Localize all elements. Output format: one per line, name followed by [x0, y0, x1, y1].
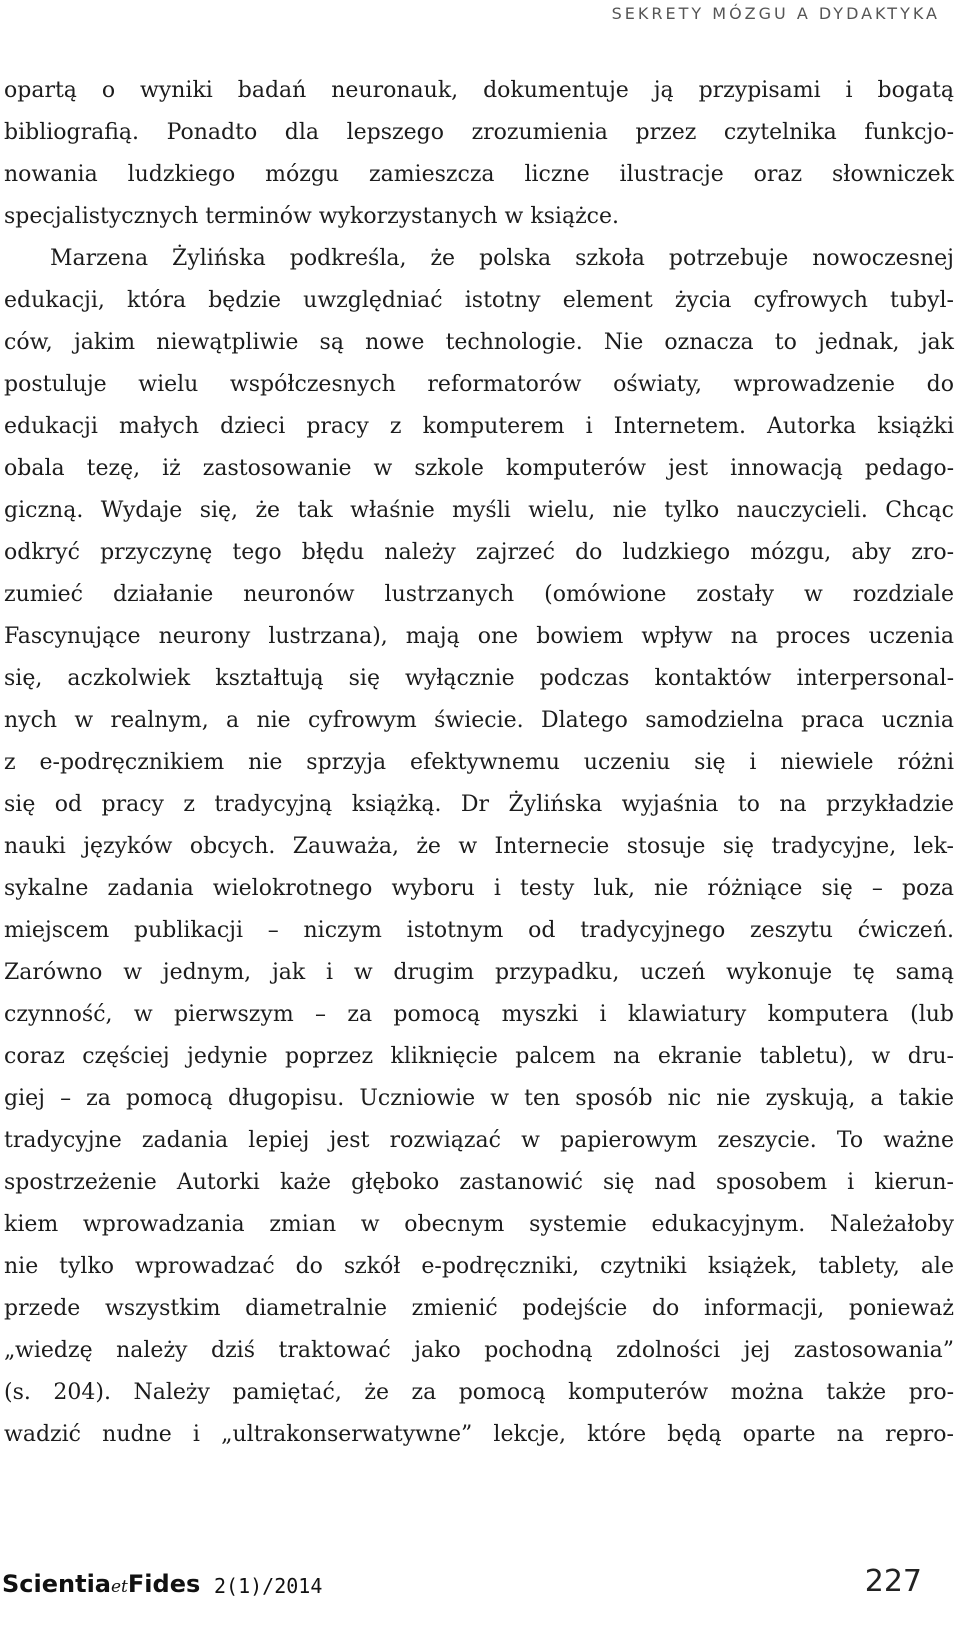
text-line: tradycyjne zadania lepiej jest rozwiązać w papierowym zeszycie. To ważne: [4, 1128, 954, 1153]
text-line: przede wszystkim diametralnie zmienić podejście do informacji, ponieważ: [4, 1296, 954, 1321]
text-line: obala tezę, iż zastosowanie w szkole komputerów jest innowacją pedago-: [4, 456, 954, 481]
text-line: edukacji, która będzie uwzględniać istotny element życia cyfrowych tubyl-: [4, 288, 954, 313]
page-number: 227: [864, 1564, 922, 1599]
text-line: czynność, w pierwszym – za pomocą myszki i klawiatury komputera (lub: [4, 1002, 954, 1027]
text-line: postuluje wielu współczesnych reformatorów oświaty, wprowadzenie do: [4, 372, 954, 397]
text-line: coraz częściej jedynie poprzez kliknięcie palcem na ekranie tabletu), w dru-: [4, 1044, 954, 1069]
text-line: nie tylko wprowadzać do szkół e-podręczniki, czytniki książek, tablety, ale: [4, 1254, 954, 1279]
text-line: z e-podręcznikiem nie sprzyja efektywnemu uczeniu się i niewiele różni: [4, 750, 954, 775]
text-line: giej – za pomocą długopisu. Uczniowie w ten sposób nic nie zyskują, a takie: [4, 1086, 954, 1111]
text-line: wadzić nudne i „ultrakonserwatywne” lekcje, które będą oparte na repro-: [4, 1422, 954, 1447]
text-line: odkryć przyczynę tego błędu należy zajrzeć do ludzkiego mózgu, aby zro-: [4, 540, 954, 565]
text-line: bibliografią. Ponadto dla lepszego zrozumienia przez czytelnika funkcjo-: [4, 120, 954, 145]
journal-name-part2: Fides: [127, 1570, 201, 1598]
text-line: Fascynujące neurony lustrzana), mają one bowiem wpływ na proces uczenia: [4, 624, 954, 649]
text-line: się, aczkolwiek kształtują się wyłącznie podczas kontaktów interpersonal-: [4, 666, 954, 691]
text-line: kiem wprowadzania zmian w obecnym systemie edukacyjnym. Należałoby: [4, 1212, 954, 1237]
text-line: Marzena Żylińska podkreśla, że polska szkoła potrzebuje nowoczesnej: [50, 246, 954, 271]
body-text: [4, 70, 954, 1456]
journal-name-et: et: [111, 1577, 128, 1597]
journal-name-part1: Scientia: [2, 1570, 111, 1598]
text-line: opartą o wyniki badań neuronauk, dokumentuje ją przypisami i bogatą: [4, 78, 954, 103]
text-line: miejscem publikacji – niczym istotnym od tradycyjnego zeszytu ćwiczeń.: [4, 918, 954, 943]
text-line: nowania ludzkiego mózgu zamieszcza liczne ilustracje oraz słowniczek: [4, 162, 954, 187]
text-line: spostrzeżenie Autorki każe głęboko zastanowić się nad sposobem i kierun-: [4, 1170, 954, 1195]
text-line: giczną. Wydaje się, że tak właśnie myśli wielu, nie tylko nauczycieli. Chcąc: [4, 498, 954, 523]
text-line: edukacji małych dzieci pracy z komputerem i Internetem. Autorka książki: [4, 414, 954, 439]
text-line: nych w realnym, a nie cyfrowym świecie. Dlatego samodzielna praca ucznia: [4, 708, 954, 733]
running-header: SEKRETY MÓZGU A DYDAKTYKA: [611, 4, 940, 23]
text-line: specjalistycznych terminów wykorzystanych w książce.: [4, 204, 620, 229]
text-line: ców, jakim niewątpliwie są nowe technologie. Nie oznacza to jednak, jak: [4, 330, 954, 355]
text-line: nauki języków obcych. Zauważa, że w Internecie stosuje się tradycyjne, lek-: [4, 834, 954, 859]
text-line: sykalne zadania wielokrotnego wyboru i testy luk, nie różniące się – poza: [4, 876, 954, 901]
text-line: Zarówno w jednym, jak i w drugim przypadku, uczeń wykonuje tę samą: [4, 960, 954, 985]
text-line: (s. 204). Należy pamiętać, że za pomocą komputerów można także pro-: [4, 1380, 954, 1405]
text-line: się od pracy z tradycyjną książką. Dr Żylińska wyjaśnia to na przykładzie: [4, 792, 954, 817]
text-line: „wiedzę należy dziś traktować jako pochodną zdolności jej zastosowania”: [4, 1338, 954, 1363]
page-footer: [2, 1562, 952, 1614]
journal-logo: [2, 1570, 200, 1598]
issue-number: 2(1)/2014: [214, 1574, 323, 1598]
text-line: zumieć działanie neuronów lustrzanych (omówione zostały w rozdziale: [4, 582, 954, 607]
